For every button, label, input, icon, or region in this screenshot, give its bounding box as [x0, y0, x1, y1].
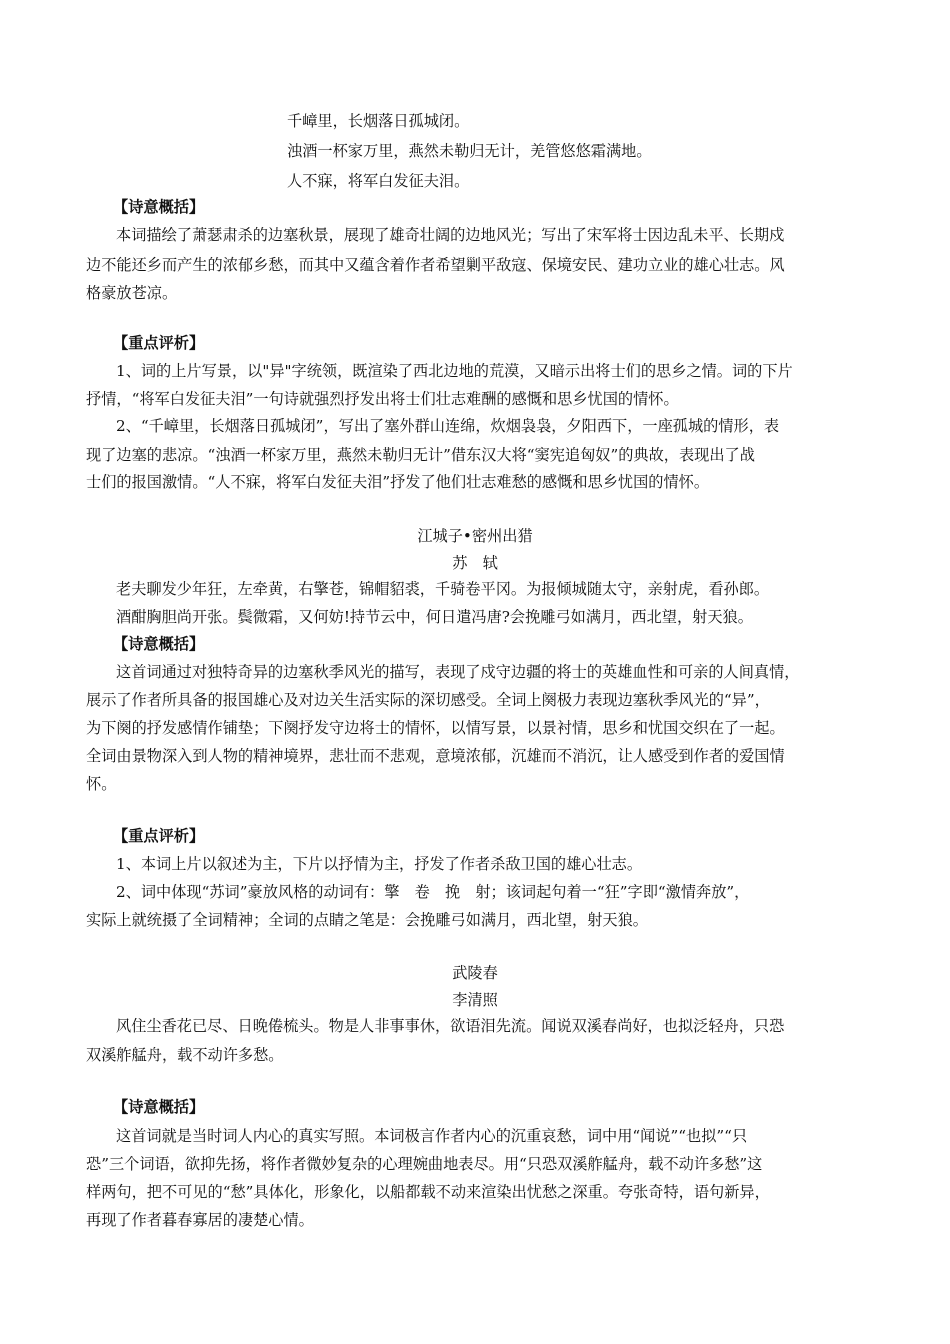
paragraph-line: 1、本词上片以叙述为主，下片以抒情为主，抒发了作者杀敌卫国的雄心壮志。 [116, 855, 643, 873]
paragraph-line: 展示了作者所具备的报国雄心及对边关生活实际的深切感受。全词上阕极力表现边塞秋季风光的“异”， [86, 691, 770, 709]
section-heading-analysis: 【重点评析】 [113, 334, 205, 352]
paragraph-line: 格豪放苍凉。 [86, 284, 178, 302]
poem-line: 风住尘香花已尽、日晚倦梳头。物是人非事事休，欲语泪先流。闻说双溪春尚好，也拟泛轻舟，只恐 [116, 1017, 785, 1035]
paragraph-line: 边不能还乡而产生的浓郁乡愁，而其中又蕴含着作者希望剿平敌寇、保境安民、建功立业的雄心壮志。风 [86, 256, 785, 274]
paragraph-line: 这首词通过对独特奇异的边塞秋季风光的描写，表现了戍守边疆的将士的英雄血性和可亲的人间真情， [116, 663, 800, 681]
poem-title: 江城子•密州出猎 [417, 527, 533, 545]
poem-line: 千嶂里，长烟落日孤城闭。 [287, 112, 470, 130]
section-heading-summary: 【诗意概括】 [113, 198, 205, 216]
poem-title: 武陵春 [452, 964, 498, 982]
paragraph-line: 恐”三个词语，欲抑先扬，将作者微妙复杂的心理婉曲地表尽。用“只恐双溪舴艋舟，载不动许多愁”这 [86, 1155, 763, 1173]
paragraph-line: 这首词就是当时词人内心的真实写照。本词极言作者内心的沉重哀愁，词中用“闻说”“也拟”“只 [116, 1127, 748, 1145]
paragraph-line: 怀。 [86, 775, 117, 793]
poem-author: 苏 轼 [452, 554, 498, 572]
poem-line: 酒酣胸胆尚开张。鬓微霜，又何妨!持节云中，何日遣冯唐?会挽雕弓如满月，西北望，射天狼。 [116, 608, 753, 626]
paragraph-line: 本词描绘了萧瑟肃杀的边塞秋景，展现了雄奇壮阔的边地风光；写出了宋军将士因边乱未平、长期戍 [116, 226, 785, 244]
section-heading-analysis: 【重点评析】 [113, 827, 205, 845]
paragraph-line: 1、词的上片写景，以"异"字统领，既渲染了西北边地的荒漠，又暗示出将士们的思乡之情。词的下片 [116, 362, 793, 380]
section-heading-summary: 【诗意概括】 [113, 635, 205, 653]
paragraph-line: 士们的报国激情。“人不寐，将军白发征夫泪”抒发了他们壮志难愁的感慨和思乡忧国的情怀。 [86, 473, 710, 491]
poem-author: 李清照 [452, 991, 498, 1009]
paragraph-line: 样两句，把不可见的“愁”具体化，形象化，以船都载不动来渲染出忧愁之深重。夸张奇特，语句新异， [86, 1183, 770, 1201]
poem-line: 老夫聊发少年狂，左牵黄，右擎苍，锦帽貂裘，千骑卷平冈。为报倾城随太守，亲射虎，看孙郎。 [116, 580, 770, 598]
paragraph-line: 实际上就统摄了全词精神；全词的点睛之笔是：会挽雕弓如满月，西北望，射天狼。 [86, 911, 648, 929]
paragraph-line: 现了边塞的悲凉。“浊酒一杯家万里，燕然未勒归无计”借东汉大将“窦宪追匈奴”的典故，表现出了战 [86, 446, 755, 464]
section-heading-summary: 【诗意概括】 [113, 1098, 205, 1116]
poem-line: 浊酒一杯家万里，燕然未勒归无计，羌管悠悠霜满地。 [287, 142, 652, 160]
paragraph-line: 2、“千嶂里，长烟落日孤城闭”，写出了塞外群山连绵，炊烟袅袅，夕阳西下，一座孤城的情形，表 [116, 417, 780, 435]
paragraph-line: 全词由景物深入到人物的精神境界，悲壮而不悲观，意境浓郁，沉雄而不消沉，让人感受到作者的爱国情 [86, 747, 785, 765]
paragraph-line: 抒情，“将军白发征夫泪”一句诗就强烈抒发出将士们壮志难酬的感慨和思乡忧国的情怀。 [86, 390, 679, 408]
poem-line: 双溪舴艋舟，载不动许多愁。 [86, 1046, 284, 1064]
paragraph-line: 再现了作者暮春寡居的凄楚心情。 [86, 1211, 314, 1229]
paragraph-line: 2、词中体现“苏词”豪放风格的动词有：擎 卷 挽 射；该词起句着一“狂”字即“激情奔放”， [116, 883, 750, 901]
poem-line: 人不寐，将军白发征夫泪。 [287, 172, 470, 190]
paragraph-line: 为下阕的抒发感情作铺垫；下阕抒发守边将士的情怀，以情写景，以景衬情，思乡和忧国交织在了一起。 [86, 719, 785, 737]
